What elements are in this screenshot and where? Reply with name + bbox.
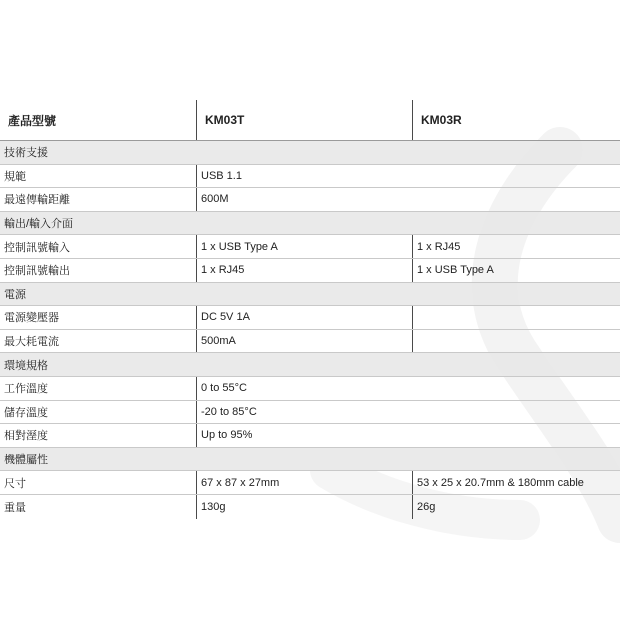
table-row	[0, 165, 620, 189]
header-model-km03t: KM03T	[196, 100, 412, 140]
row-value-km03t: 1 x USB Type A	[196, 235, 412, 258]
section-title: 電源	[4, 288, 26, 301]
row-value-km03t: 67 x 87 x 27mm	[196, 471, 412, 494]
section-header-tech-support	[0, 141, 620, 165]
row-value-shared: Up to 95%	[196, 424, 620, 447]
section-header-physical	[0, 448, 620, 472]
row-value-km03r: 1 x USB Type A	[412, 259, 620, 282]
row-label: 工作溫度	[4, 383, 48, 396]
row-value-km03r	[412, 330, 620, 353]
row-label: 控制訊號輸入	[4, 241, 70, 254]
row-label: 相對溼度	[4, 430, 48, 443]
section-header-power	[0, 283, 620, 307]
table-row	[0, 188, 620, 212]
row-label: 重量	[4, 501, 26, 514]
row-label: 電源變壓器	[4, 312, 59, 325]
header-label: 產品型號	[8, 113, 57, 128]
row-value-km03r: 53 x 25 x 20.7mm & 180mm cable	[412, 471, 620, 494]
spec-table	[0, 100, 620, 519]
table-row	[0, 330, 620, 354]
row-value-km03r: 1 x RJ45	[412, 235, 620, 258]
row-label: 最大耗電流	[4, 336, 59, 349]
table-header-row	[0, 100, 620, 141]
row-value-km03r: 26g	[412, 495, 620, 519]
table-row	[0, 259, 620, 283]
table-row	[0, 235, 620, 259]
row-label: 控制訊號輸出	[4, 265, 70, 278]
row-label: 尺寸	[4, 477, 26, 490]
row-label: 儲存溫度	[4, 406, 48, 419]
section-title: 輸出/輸入介面	[4, 218, 74, 231]
section-title: 機體屬性	[4, 454, 48, 467]
table-row	[0, 471, 620, 495]
row-value-km03t: DC 5V 1A	[196, 306, 412, 329]
row-label: 最遠傳輸距離	[4, 194, 70, 207]
header-model-km03r: KM03R	[412, 100, 620, 140]
row-value-shared: 0 to 55°C	[196, 377, 620, 400]
row-value-km03t: 130g	[196, 495, 412, 519]
row-value-shared: -20 to 85°C	[196, 401, 620, 424]
table-row	[0, 424, 620, 448]
table-row	[0, 306, 620, 330]
row-value-km03t: 1 x RJ45	[196, 259, 412, 282]
section-header-io-interface	[0, 212, 620, 236]
row-value-shared: 600M	[196, 188, 620, 211]
row-label: 規範	[4, 170, 26, 183]
table-row	[0, 377, 620, 401]
row-value-km03t: 500mA	[196, 330, 412, 353]
row-value-shared: USB 1.1	[196, 165, 620, 188]
table-row	[0, 495, 620, 519]
section-header-environment	[0, 353, 620, 377]
table-row	[0, 401, 620, 425]
row-value-km03r	[412, 306, 620, 329]
section-title: 環境規格	[4, 359, 48, 372]
section-title: 技術支援	[4, 147, 48, 160]
